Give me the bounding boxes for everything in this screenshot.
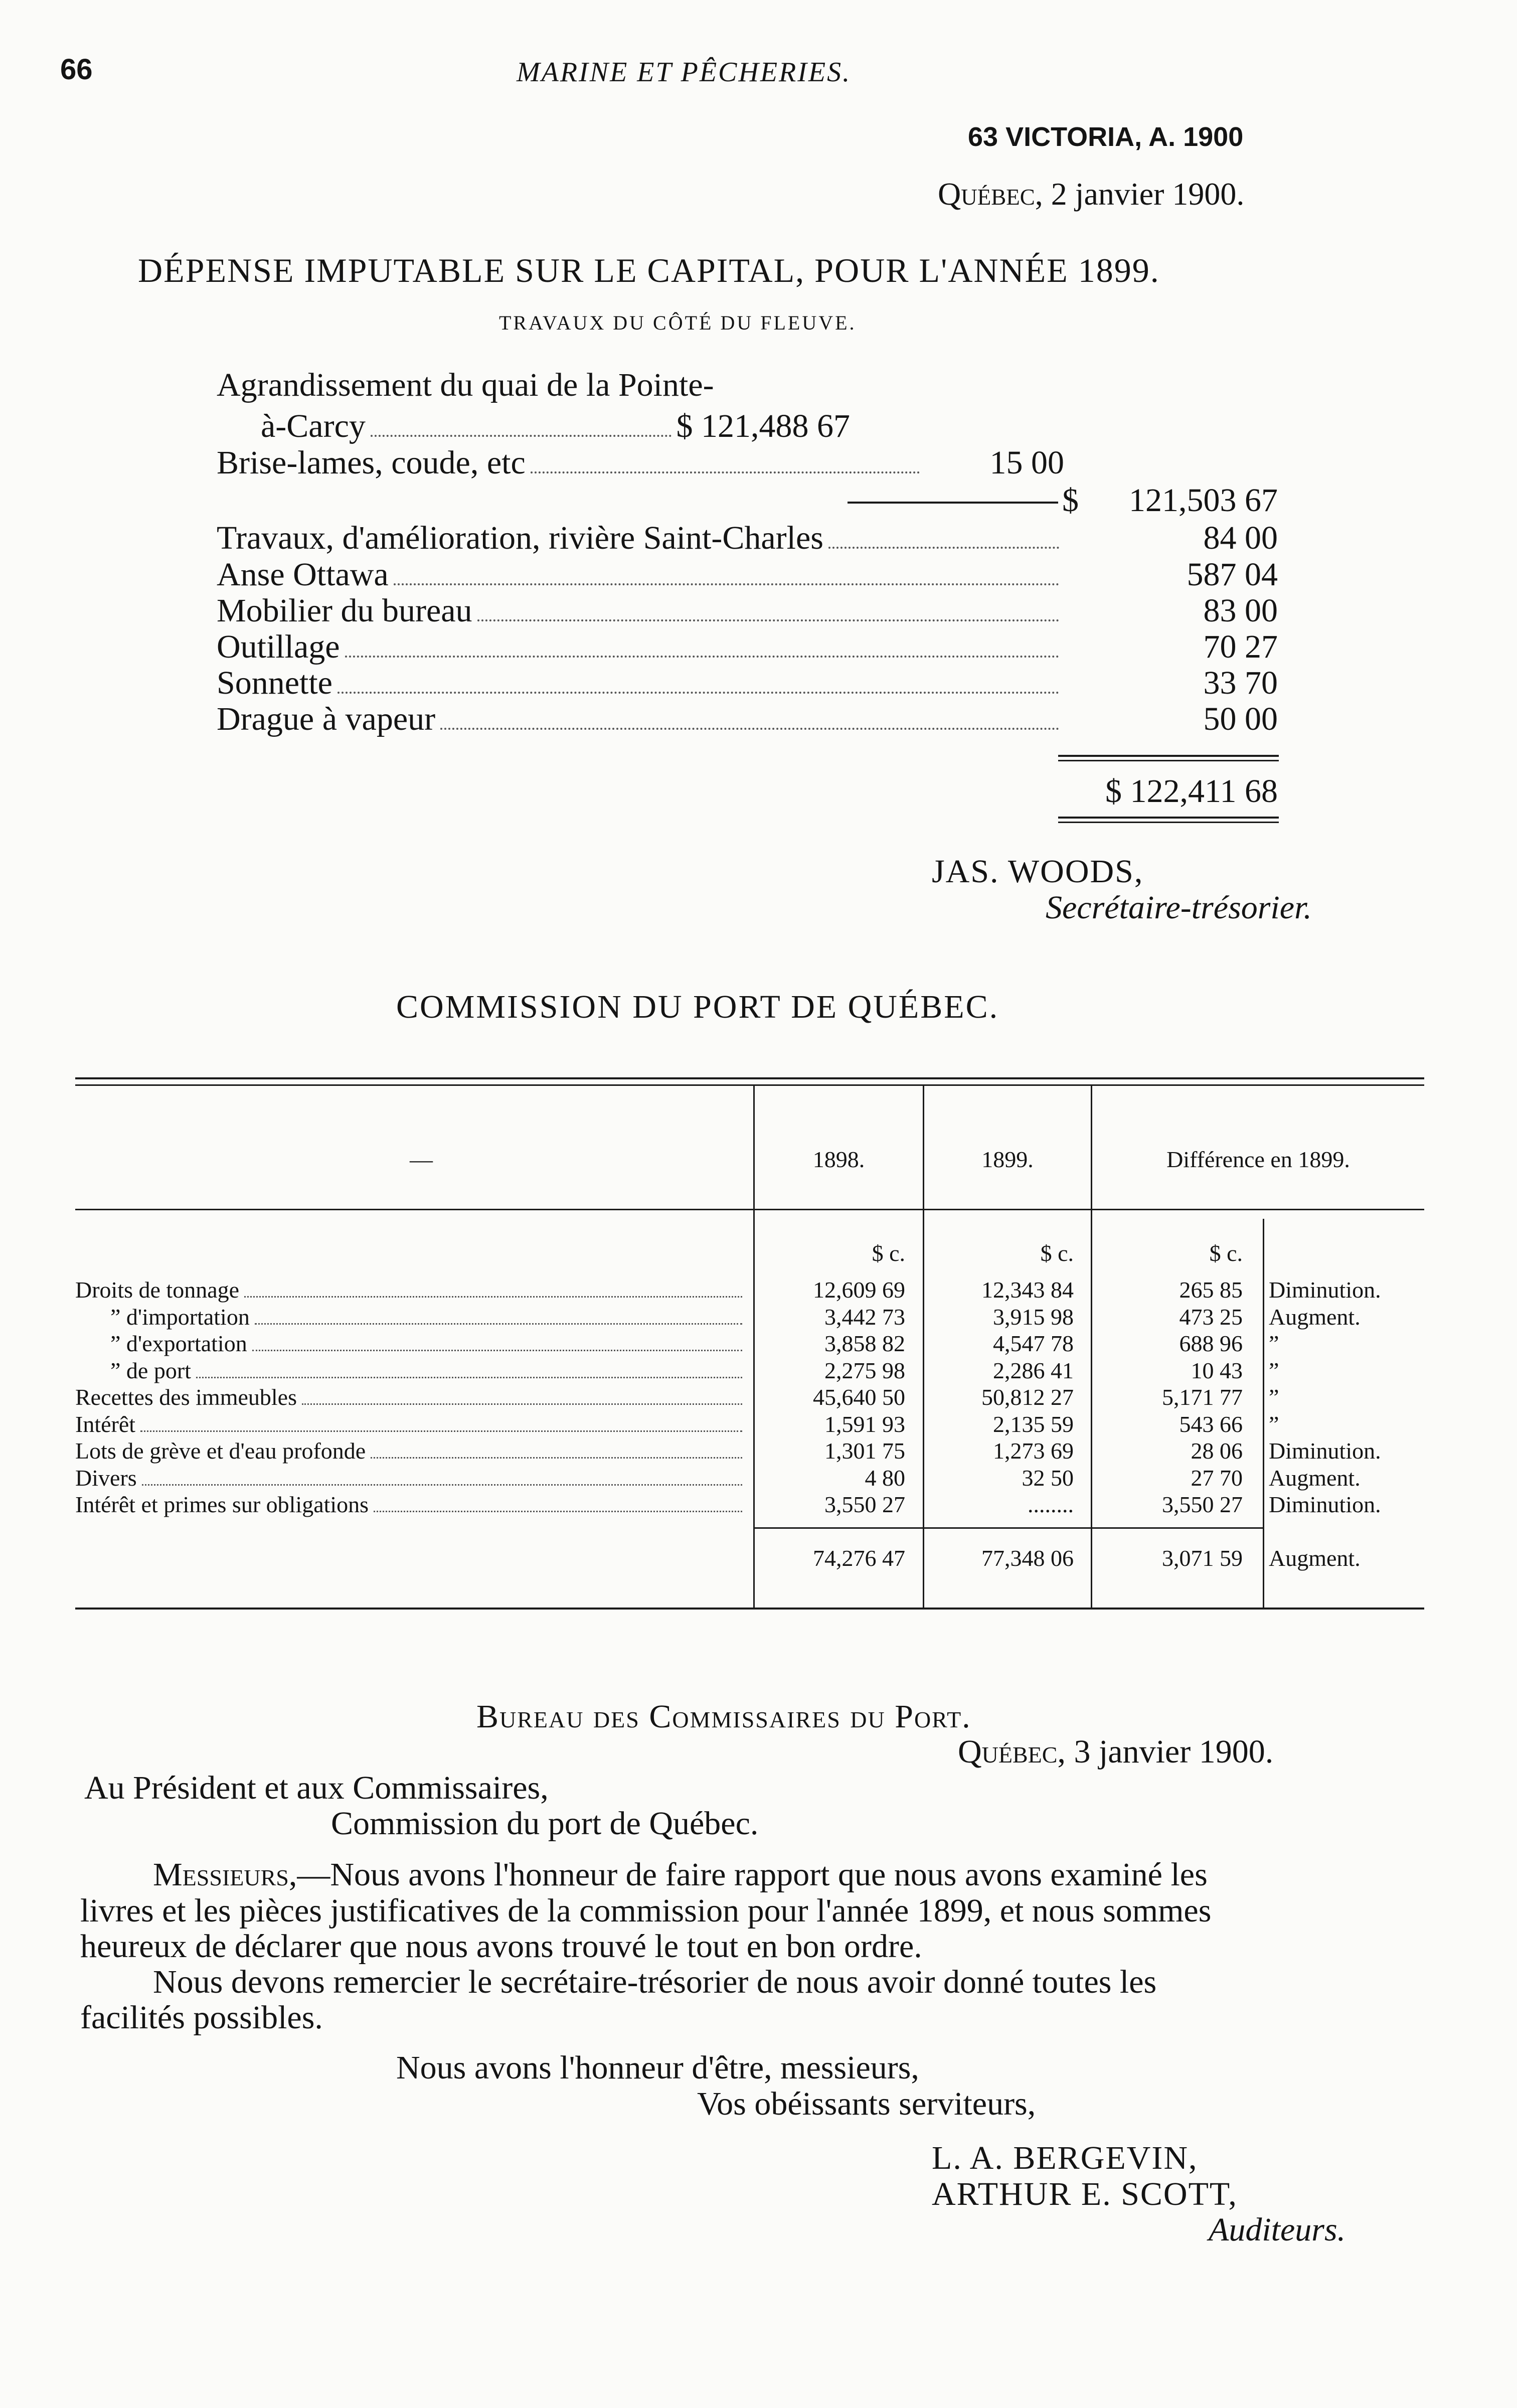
cell-diff: 688 96 <box>1179 1331 1243 1356</box>
session-label: 63 VICTORIA, A. 1900 <box>968 122 1244 152</box>
cell-diff: 5,171 77 <box>1162 1384 1243 1410</box>
cell-diff: 27 70 <box>1191 1465 1243 1491</box>
running-title: MARINE ET PÊCHERIES. <box>517 57 852 88</box>
leader-dots <box>374 1511 742 1512</box>
capital-place: Québec <box>938 176 1035 212</box>
item-1-amount: $ 121,488 67 <box>676 408 850 444</box>
expense-row <box>217 664 1064 702</box>
cell-note: ” <box>1269 1331 1279 1356</box>
cell-note: Diminution. <box>1269 1277 1381 1303</box>
signature-title: Auditeurs. <box>1209 2211 1346 2248</box>
cell-1898: 3,442 73 <box>824 1304 905 1330</box>
cell-1898: 2,275 98 <box>824 1357 905 1383</box>
cell-1898: 1,591 93 <box>824 1411 905 1437</box>
cell-note: ” <box>1269 1411 1279 1437</box>
cell-diff: 3,550 27 <box>1162 1492 1243 1517</box>
sum-rule-1899 <box>924 1527 1091 1529</box>
expense-row <box>217 700 1064 738</box>
leader-dots <box>394 583 1059 585</box>
capital-date: , 2 janvier 1900. <box>1035 176 1245 212</box>
table-top-rule-2 <box>75 1084 1424 1086</box>
leader-dots <box>531 471 920 473</box>
leader-dots <box>371 435 671 437</box>
col-head-1898: 1898. <box>812 1147 865 1172</box>
row-label <box>75 1491 747 1518</box>
leader-dots <box>252 1350 742 1351</box>
table-top-rule-1 <box>75 1077 1424 1079</box>
cell-diff: 10 43 <box>1191 1357 1243 1383</box>
cell-1899: 3,915 98 <box>993 1304 1074 1330</box>
col-head-1899: 1899. <box>981 1147 1034 1172</box>
unit-diff: $ c. <box>1209 1240 1243 1266</box>
total-rule-bottom-2 <box>1058 822 1279 823</box>
cell-1899: 12,343 84 <box>981 1277 1074 1303</box>
letter-date: , 3 janvier 1900. <box>1057 1733 1274 1770</box>
cell-1898: 3,858 82 <box>824 1331 905 1356</box>
row-label <box>75 1304 747 1330</box>
letter-salutation: Messieurs <box>153 1856 289 1893</box>
cell-1899: 2,135 59 <box>993 1411 1074 1437</box>
subtotal-amount: 121,503 67 <box>1129 482 1278 519</box>
col-head-diff: Différence en 1899. <box>1166 1147 1350 1172</box>
expense-row <box>217 592 1064 630</box>
cell-note: ” <box>1269 1384 1279 1410</box>
leader-dots <box>477 619 1059 621</box>
expense-amount: 83 00 <box>1203 592 1278 629</box>
item-2-row <box>217 444 1064 482</box>
row-label-text: ” d'exportation <box>110 1331 247 1356</box>
row-label-text: Intérêt et primes sur obligations <box>75 1492 369 1517</box>
expense-label: Mobilier du bureau <box>217 592 472 629</box>
letter-dateline <box>958 1733 1273 1771</box>
total-rule-bottom-1 <box>1058 817 1279 819</box>
cell-diff: 543 66 <box>1179 1411 1243 1437</box>
row-label <box>75 1437 747 1464</box>
item-2-amount: 15 00 <box>989 444 1064 481</box>
item-1-label-line2: à-Carcy <box>261 408 366 444</box>
cell-1898: 1,301 75 <box>824 1438 905 1464</box>
capital-dateline <box>938 176 1244 213</box>
row-label-text: Divers <box>75 1465 137 1491</box>
item-1-row <box>261 407 850 445</box>
col-rule-note <box>1263 1219 1264 1608</box>
capital-signatory-title: Secrétaire-trésorier. <box>1046 889 1312 926</box>
cell-1898: 12,609 69 <box>813 1277 905 1303</box>
cell-1898: 45,640 50 <box>813 1384 905 1410</box>
row-label-text: Lots de grève et d'eau profonde <box>75 1438 366 1464</box>
signature-1: L. A. BERGEVIN, <box>932 2140 1198 2176</box>
col-head-blank: — <box>410 1147 433 1172</box>
expense-row <box>217 519 1064 557</box>
expense-amount: 50 00 <box>1203 701 1278 737</box>
letter-body-1a: ,—Nous avons l'honneur de faire rapport que nous avons examiné les <box>288 1856 1208 1893</box>
row-label-text: ” de port <box>110 1357 191 1383</box>
expense-amount: 84 00 <box>1203 520 1278 556</box>
row-label <box>75 1276 747 1303</box>
cell-note: ” <box>1269 1357 1279 1383</box>
total-rule-top-2 <box>1058 760 1279 761</box>
letter-body-line-3: heureux de déclarer que nous avons trouvé le tout en bon ordre. <box>80 1928 922 1965</box>
item-2-label: Brise-lames, coude, etc <box>217 444 526 481</box>
expense-row <box>217 628 1064 666</box>
expense-row <box>217 556 1064 594</box>
total-diff: 3,071 59 <box>1162 1545 1243 1571</box>
sum-rule-diff <box>1092 1527 1263 1529</box>
addressee-line-1: Au Président et aux Commissaires, <box>84 1770 549 1806</box>
row-label-text: Recettes des immeubles <box>75 1384 297 1410</box>
cell-diff: 473 25 <box>1179 1304 1243 1330</box>
unit-1898: $ c. <box>872 1240 905 1266</box>
cell-1898: 4 80 <box>865 1465 905 1491</box>
head-rule <box>75 1209 1424 1210</box>
unit-1899: $ c. <box>1040 1240 1074 1266</box>
leader-dots <box>828 547 1059 549</box>
letter-office: Bureau des Commissaires du Port. <box>476 1698 971 1735</box>
row-label <box>75 1357 747 1384</box>
leader-dots <box>255 1323 742 1325</box>
total-rule-top-1 <box>1058 755 1279 757</box>
row-label <box>75 1330 747 1357</box>
expense-amount: 587 04 <box>1187 556 1278 593</box>
cell-note: Diminution. <box>1269 1492 1381 1517</box>
row-label <box>75 1465 747 1491</box>
cell-1899: 4,547 78 <box>993 1331 1074 1356</box>
letter-body-line-1 <box>153 1856 1208 1894</box>
letter-body-line-4: Nous devons remercier le secrétaire-trésorier de nous avoir donné toutes les <box>153 1964 1157 2000</box>
commission-title: COMMISSION DU PORT DE QUÉBEC. <box>396 989 999 1025</box>
leader-dots <box>338 692 1059 694</box>
cell-note: Augment. <box>1269 1304 1361 1330</box>
page-number: 66 <box>60 53 93 86</box>
leader-dots <box>244 1296 742 1298</box>
cell-1899: ........ <box>1028 1492 1074 1517</box>
row-label-text: ” d'importation <box>110 1304 250 1330</box>
subtotal-dollar: $ <box>1062 482 1079 519</box>
leader-dots <box>440 728 1059 730</box>
expense-label: Travaux, d'amélioration, rivière Saint-Charles <box>217 520 823 556</box>
cell-1899: 1,273 69 <box>993 1438 1074 1464</box>
item-1-label-line1: Agrandissement du quai de la Pointe- <box>217 367 714 403</box>
expense-label: Anse Ottawa <box>217 556 389 593</box>
capital-total: $ 122,411 68 <box>1105 773 1278 810</box>
capital-signatory: JAS. WOODS, <box>932 853 1144 890</box>
addressee-line-2: Commission du port de Québec. <box>331 1805 759 1842</box>
leader-dots <box>302 1403 742 1405</box>
letter-body-line-5: facilités possibles. <box>80 1999 323 2036</box>
row-label-text: Droits de tonnage <box>75 1277 240 1303</box>
leader-dots <box>140 1430 742 1432</box>
leader-dots <box>371 1457 742 1459</box>
leader-dots <box>345 656 1059 658</box>
expense-label: Outillage <box>217 628 340 665</box>
total-note: Augment. <box>1269 1545 1361 1571</box>
subtotal-dash <box>848 502 1058 504</box>
row-label-text: Intérêt <box>75 1411 136 1437</box>
closing-line-1: Nous avons l'honneur d'être, messieurs, <box>396 2049 919 2086</box>
table-bottom-rule <box>75 1608 1424 1610</box>
expense-amount: 70 27 <box>1203 628 1278 665</box>
expense-label: Sonnette <box>217 665 332 701</box>
letter-place: Québec <box>958 1733 1058 1770</box>
cell-note: Diminution. <box>1269 1438 1381 1464</box>
expense-amount: 33 70 <box>1203 665 1278 701</box>
row-label <box>75 1384 747 1410</box>
cell-1899: 2,286 41 <box>993 1357 1074 1383</box>
signature-2: ARTHUR E. SCOTT, <box>932 2176 1238 2212</box>
cell-diff: 265 85 <box>1179 1277 1243 1303</box>
capital-title: DÉPENSE IMPUTABLE SUR LE CAPITAL, POUR L'ANNÉE 1899. <box>138 251 1160 289</box>
cell-diff: 28 06 <box>1191 1438 1243 1464</box>
letter-body-line-2: livres et les pièces justificatives de la commission pour l'année 1899, et nous sommes <box>80 1892 1212 1929</box>
total-1898: 74,276 47 <box>813 1545 905 1571</box>
capital-subtitle: TRAVAUX DU CÔTÉ DU FLEUVE. <box>499 311 857 334</box>
cell-note: Augment. <box>1269 1465 1361 1491</box>
leader-dots <box>142 1484 742 1486</box>
cell-1898: 3,550 27 <box>824 1492 905 1517</box>
total-1899: 77,348 06 <box>981 1545 1074 1571</box>
sum-rule-1898 <box>755 1527 923 1529</box>
row-label <box>75 1411 747 1437</box>
closing-line-2: Vos obéissants serviteurs, <box>697 2085 1036 2122</box>
leader-dots <box>196 1377 742 1378</box>
cell-1899: 32 50 <box>1022 1465 1074 1491</box>
cell-1899: 50,812 27 <box>981 1384 1074 1410</box>
expense-label: Drague à vapeur <box>217 701 436 737</box>
